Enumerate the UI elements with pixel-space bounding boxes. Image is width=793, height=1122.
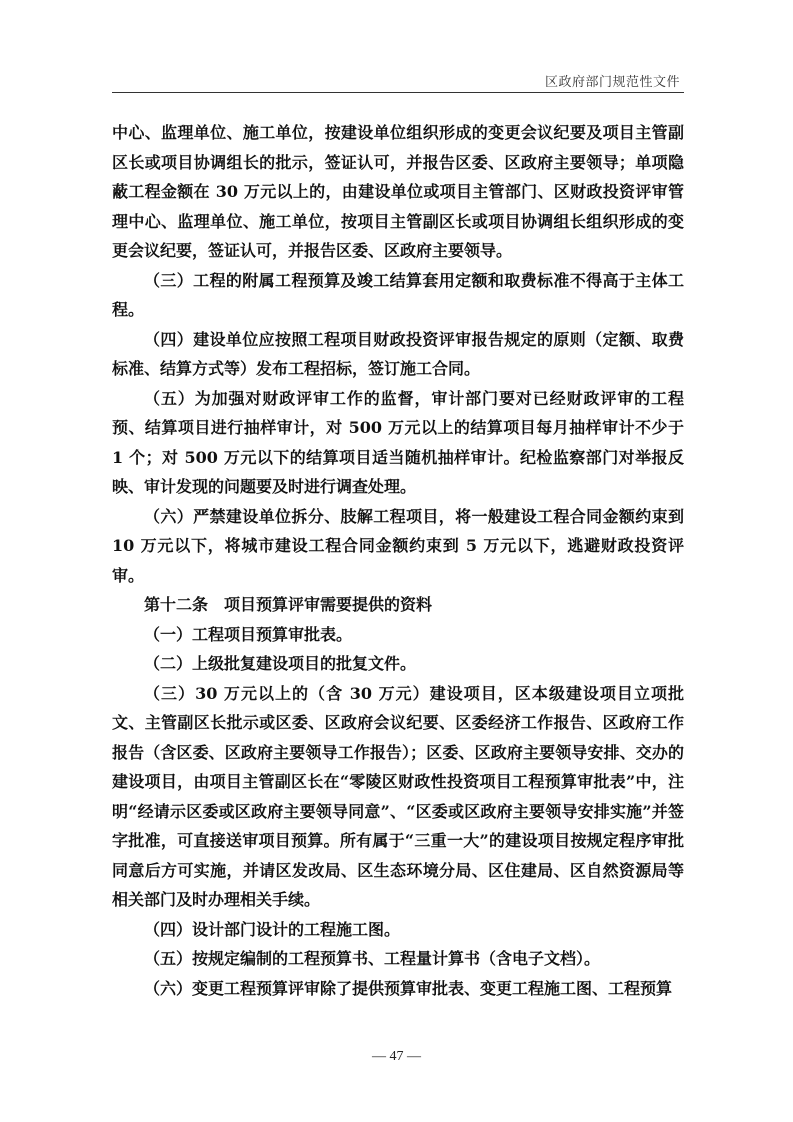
page-header	[112, 64, 684, 93]
header-title: 区政府部门规范性文件	[544, 75, 680, 90]
paragraph-item-4: （四）建设单位应按照工程项目财政投资评审报告规定的原则（定额、取费标准、结算方式等）发布工程招标，签订施工合同。	[112, 329, 684, 378]
paragraph-continuation: 中心、监理单位、施工单位，按建设单位组织形成的变更会议纪要及项目主管副区长或项目协调组长的批示，签证认可，并报告区委、区政府主要领导；单项隐蔽工程金额在 30 万元以上的，由建设单位或项目主管部门、区财政投资评审管理中心、监理单位、施工单位，按项目主管副区长或项目协调组长组织形成的变更会议纪要，签证认可，并报告区委、区政府主要领导。	[112, 123, 684, 260]
paragraph-item-5: （五）为加强对财政评审工作的监督，审计部门要对已经财政评审的工程预、结算项目进行抽样审计，对 500 万元以上的结算项目每月抽样审计不少于 1 个；对 500 万元以下的结算项目适当随机抽样审计。纪检监察部门对举报反映、审计发现的问题要及时进行调查处理。	[112, 388, 684, 496]
page-number: — 47 —	[372, 1049, 421, 1064]
paragraph-item-6: （六）严禁建设单位拆分、肢解工程项目，将一般建设工程合同金额约束到 10 万元以下，将城市建设工程合同金额约束到 5 万元以下，逃避财政投资评审。	[112, 506, 684, 585]
document-body	[112, 118, 684, 1003]
materials-item-6: （六）变更工程预算评审除了提供预算审批表、变更工程施工图、工程预算	[144, 978, 673, 998]
article-12-heading: 第十二条 项目预算评审需要提供的资料	[144, 595, 433, 614]
paragraph-item-3: （三）工程的附属工程预算及竣工结算套用定额和取费标准不得高于主体工程。	[112, 270, 684, 319]
materials-item-4: （四）设计部门设计的工程施工图。	[144, 919, 401, 939]
materials-item-1: （一）工程项目预算审批表。	[144, 624, 353, 644]
materials-item-3: （三）30 万元以上的（含 30 万元）建设项目，区本级建设项目立项批文、主管副区长批示或区委、区政府会议纪要、区委经济工作报告、区政府工作报告（含区委、区政府主要领导工作报告）；区委、区政府主要领导安排、交办的建设项目，由项目主管副区长在“零陵区财政性投资项目工程预算审批表”中，注明“经请示区委或区政府主要领导同意”、“区委或区政府主要领导安排实施”并签字批准，可直接送审项目预算。所有属于“三重一大”的建设项目按规定程序审批同意后方可实施，并请区发改局、区生态环境分局、区住建局、区自然资源局等相关部门及时办理相关手续。	[112, 683, 684, 909]
materials-item-2: （二）上级批复建设项目的批复文件。	[144, 654, 417, 673]
materials-item-5: （五）按规定编制的工程预算书、工程量计算书（含电子文档）。	[144, 949, 601, 968]
